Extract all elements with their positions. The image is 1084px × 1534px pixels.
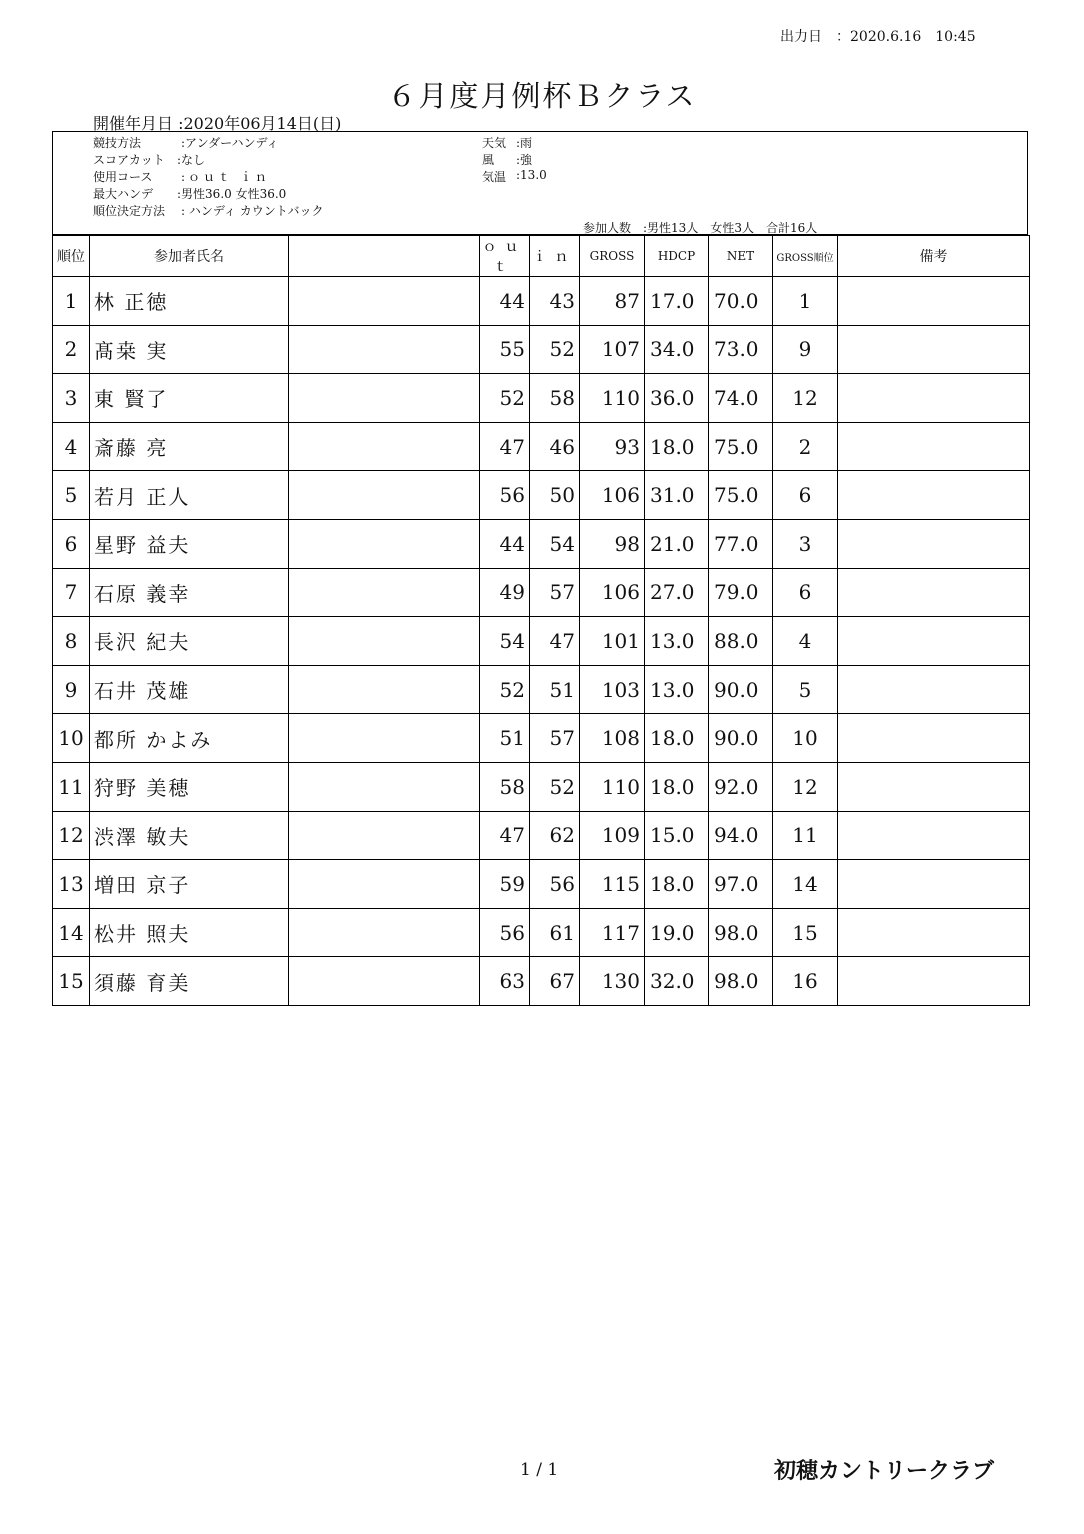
cell-rank: 7 xyxy=(53,568,90,617)
cell-in: 46 xyxy=(530,422,580,471)
cell-rank: 2 xyxy=(53,325,90,374)
cell-rank: 6 xyxy=(53,519,90,568)
condition-max-handicap xyxy=(93,185,287,202)
cell-gross: 106 xyxy=(580,471,645,520)
cell-name: 石井 茂雄 xyxy=(90,665,289,714)
condition-value: : ハンディ カウントバック xyxy=(181,204,324,218)
cell-blank xyxy=(289,908,480,957)
cell-in: 57 xyxy=(530,568,580,617)
condition-label: 順位決定方法 xyxy=(93,204,166,218)
condition-value: :ｏｕｔ ｉｎ xyxy=(181,170,270,184)
cell-remarks xyxy=(838,471,1030,520)
weather-value: :雨 xyxy=(516,136,533,150)
cell-remarks xyxy=(838,714,1030,763)
cell-hdcp: 18.0 xyxy=(645,422,709,471)
cell-hdcp: 31.0 xyxy=(645,471,709,520)
weather-condition xyxy=(482,134,533,151)
header-gross: GROSS xyxy=(580,236,645,277)
cell-remarks xyxy=(838,908,1030,957)
cell-name: 須藤 育美 xyxy=(90,957,289,1006)
weather-wind xyxy=(482,151,533,168)
weather-value: :13.0 xyxy=(516,168,547,182)
cell-hdcp: 32.0 xyxy=(645,957,709,1006)
cell-remarks xyxy=(838,957,1030,1006)
cell-gross: 115 xyxy=(580,860,645,909)
cell-blank xyxy=(289,811,480,860)
condition-label: 競技方法 xyxy=(93,136,142,150)
cell-out: 44 xyxy=(480,277,530,326)
table-row xyxy=(53,860,1030,909)
condition-label: スコアカット xyxy=(93,153,165,167)
header-net: NET xyxy=(709,236,773,277)
cell-remarks xyxy=(838,617,1030,666)
cell-remarks xyxy=(838,762,1030,811)
cell-in: 47 xyxy=(530,617,580,666)
cell-rank: 9 xyxy=(53,665,90,714)
cell-in: 52 xyxy=(530,762,580,811)
cell-remarks xyxy=(838,568,1030,617)
cell-net: 90.0 xyxy=(709,714,773,763)
table-row xyxy=(53,471,1030,520)
cell-hdcp: 34.0 xyxy=(645,325,709,374)
cell-hdcp: 36.0 xyxy=(645,374,709,423)
cell-net: 90.0 xyxy=(709,665,773,714)
cell-out: 49 xyxy=(480,568,530,617)
cell-blank xyxy=(289,665,480,714)
cell-gross: 101 xyxy=(580,617,645,666)
weather-label: 気温 xyxy=(482,170,507,184)
cell-in: 57 xyxy=(530,714,580,763)
table-row xyxy=(53,714,1030,763)
cell-remarks xyxy=(838,860,1030,909)
cell-remarks xyxy=(838,811,1030,860)
weather-label: 風 xyxy=(482,153,495,167)
cell-rank: 13 xyxy=(53,860,90,909)
cell-name: 渋澤 敏夫 xyxy=(90,811,289,860)
cell-hdcp: 18.0 xyxy=(645,762,709,811)
table-row xyxy=(53,957,1030,1006)
cell-hdcp: 27.0 xyxy=(645,568,709,617)
cell-net: 98.0 xyxy=(709,908,773,957)
cell-gross: 93 xyxy=(580,422,645,471)
cell-hdcp: 15.0 xyxy=(645,811,709,860)
cell-gross: 108 xyxy=(580,714,645,763)
cell-name: 星野 益夫 xyxy=(90,519,289,568)
cell-gross-rank: 11 xyxy=(773,811,838,860)
cell-in: 61 xyxy=(530,908,580,957)
cell-remarks xyxy=(838,665,1030,714)
cell-gross-rank: 5 xyxy=(773,665,838,714)
cell-gross-rank: 15 xyxy=(773,908,838,957)
header-in: ｉｎ xyxy=(530,236,580,277)
cell-net: 70.0 xyxy=(709,277,773,326)
weather-label: 天気 xyxy=(482,136,507,150)
cell-net: 77.0 xyxy=(709,519,773,568)
condition-value: :なし xyxy=(177,153,206,167)
cell-gross: 110 xyxy=(580,374,645,423)
header-gross-rank: GROSS順位 xyxy=(773,236,838,277)
cell-blank xyxy=(289,617,480,666)
cell-remarks xyxy=(838,519,1030,568)
cell-hdcp: 18.0 xyxy=(645,860,709,909)
cell-blank xyxy=(289,277,480,326)
cell-net: 74.0 xyxy=(709,374,773,423)
cell-rank: 14 xyxy=(53,908,90,957)
output-date: 出力日 ：2020.6.16 10:45 xyxy=(780,29,976,45)
cell-in: 56 xyxy=(530,860,580,909)
results-table xyxy=(52,235,1030,1006)
cell-in: 58 xyxy=(530,374,580,423)
cell-name: 増田 京子 xyxy=(90,860,289,909)
cell-gross-rank: 3 xyxy=(773,519,838,568)
cell-gross: 130 xyxy=(580,957,645,1006)
cell-blank xyxy=(289,325,480,374)
table-row xyxy=(53,908,1030,957)
table-row xyxy=(53,519,1030,568)
table-row xyxy=(53,617,1030,666)
table-row xyxy=(53,665,1030,714)
cell-in: 50 xyxy=(530,471,580,520)
cell-name: 東 賢了 xyxy=(90,374,289,423)
header-rank: 順位 xyxy=(53,236,90,277)
cell-remarks xyxy=(838,422,1030,471)
cell-out: 59 xyxy=(480,860,530,909)
cell-hdcp: 19.0 xyxy=(645,908,709,957)
cell-gross: 98 xyxy=(580,519,645,568)
cell-gross-rank: 4 xyxy=(773,617,838,666)
cell-name: 長沢 紀夫 xyxy=(90,617,289,666)
table-row xyxy=(53,277,1030,326)
cell-hdcp: 21.0 xyxy=(645,519,709,568)
cell-name: 斎藤 亮 xyxy=(90,422,289,471)
cell-in: 52 xyxy=(530,325,580,374)
cell-gross: 106 xyxy=(580,568,645,617)
cell-out: 52 xyxy=(480,374,530,423)
cell-rank: 15 xyxy=(53,957,90,1006)
cell-hdcp: 18.0 xyxy=(645,714,709,763)
header-hdcp: HDCP xyxy=(645,236,709,277)
cell-gross: 109 xyxy=(580,811,645,860)
cell-net: 98.0 xyxy=(709,957,773,1006)
cell-gross-rank: 12 xyxy=(773,762,838,811)
cell-net: 88.0 xyxy=(709,617,773,666)
page-number: 1 / 1 xyxy=(520,1460,559,1480)
cell-blank xyxy=(289,471,480,520)
cell-name: 石原 義幸 xyxy=(90,568,289,617)
cell-gross-rank: 12 xyxy=(773,374,838,423)
cell-in: 51 xyxy=(530,665,580,714)
cell-net: 75.0 xyxy=(709,422,773,471)
cell-name: 狩野 美穂 xyxy=(90,762,289,811)
cell-out: 56 xyxy=(480,908,530,957)
event-date: 開催年月日 :2020年06月14日(日) xyxy=(93,114,342,133)
table-row xyxy=(53,762,1030,811)
cell-rank: 11 xyxy=(53,762,90,811)
cell-gross: 117 xyxy=(580,908,645,957)
cell-gross-rank: 14 xyxy=(773,860,838,909)
header-name: 参加者氏名 xyxy=(90,236,289,277)
cell-hdcp: 13.0 xyxy=(645,617,709,666)
cell-out: 47 xyxy=(480,422,530,471)
cell-remarks xyxy=(838,374,1030,423)
cell-gross: 103 xyxy=(580,665,645,714)
cell-in: 43 xyxy=(530,277,580,326)
cell-blank xyxy=(289,374,480,423)
table-row xyxy=(53,568,1030,617)
cell-gross-rank: 6 xyxy=(773,568,838,617)
cell-blank xyxy=(289,860,480,909)
condition-value: :男性36.0 女性36.0 xyxy=(177,187,287,201)
table-header-row xyxy=(53,236,1030,277)
cell-name: 松井 照夫 xyxy=(90,908,289,957)
cell-out: 44 xyxy=(480,519,530,568)
condition-ranking-method xyxy=(93,202,324,219)
club-logo: 初穂カントリークラブ xyxy=(774,1459,995,1484)
cell-out: 63 xyxy=(480,957,530,1006)
header-blank xyxy=(289,236,480,277)
cell-rank: 8 xyxy=(53,617,90,666)
condition-score-cut xyxy=(93,151,206,168)
cell-out: 54 xyxy=(480,617,530,666)
cell-hdcp: 13.0 xyxy=(645,665,709,714)
cell-rank: 12 xyxy=(53,811,90,860)
cell-net: 75.0 xyxy=(709,471,773,520)
cell-out: 58 xyxy=(480,762,530,811)
table-row xyxy=(53,422,1030,471)
condition-label: 使用コース xyxy=(93,170,153,184)
cell-gross: 110 xyxy=(580,762,645,811)
table-row xyxy=(53,374,1030,423)
cell-rank: 4 xyxy=(53,422,90,471)
condition-label: 最大ハンデ xyxy=(93,187,154,201)
cell-rank: 1 xyxy=(53,277,90,326)
cell-name: 髙桒 実 xyxy=(90,325,289,374)
cell-out: 52 xyxy=(480,665,530,714)
cell-gross-rank: 10 xyxy=(773,714,838,763)
header-out: ｏｕｔ xyxy=(480,236,530,277)
cell-name: 都所 かよみ xyxy=(90,714,289,763)
cell-gross: 87 xyxy=(580,277,645,326)
weather-temperature xyxy=(482,168,547,185)
cell-out: 51 xyxy=(480,714,530,763)
page-title: ６月度月例杯Ｂクラス xyxy=(387,79,697,113)
cell-net: 97.0 xyxy=(709,860,773,909)
condition-value: :アンダーハンディ xyxy=(181,136,279,150)
cell-blank xyxy=(289,568,480,617)
cell-rank: 5 xyxy=(53,471,90,520)
cell-name: 林 正徳 xyxy=(90,277,289,326)
cell-in: 54 xyxy=(530,519,580,568)
cell-hdcp: 17.0 xyxy=(645,277,709,326)
cell-blank xyxy=(289,957,480,1006)
cell-gross-rank: 16 xyxy=(773,957,838,1006)
cell-net: 73.0 xyxy=(709,325,773,374)
cell-gross-rank: 1 xyxy=(773,277,838,326)
cell-remarks xyxy=(838,325,1030,374)
cell-name: 若月 正人 xyxy=(90,471,289,520)
cell-blank xyxy=(289,422,480,471)
cell-remarks xyxy=(838,277,1030,326)
cell-rank: 10 xyxy=(53,714,90,763)
cell-net: 94.0 xyxy=(709,811,773,860)
cell-gross: 107 xyxy=(580,325,645,374)
cell-net: 92.0 xyxy=(709,762,773,811)
cell-out: 47 xyxy=(480,811,530,860)
cell-blank xyxy=(289,762,480,811)
cell-gross-rank: 2 xyxy=(773,422,838,471)
cell-in: 62 xyxy=(530,811,580,860)
header-remarks: 備考 xyxy=(838,236,1030,277)
cell-out: 55 xyxy=(480,325,530,374)
table-row xyxy=(53,325,1030,374)
participants-summary: 参加人数 :男性13人 女性3人 合計16人 xyxy=(583,221,818,235)
cell-gross-rank: 9 xyxy=(773,325,838,374)
cell-gross-rank: 6 xyxy=(773,471,838,520)
cell-rank: 3 xyxy=(53,374,90,423)
table-row xyxy=(53,811,1030,860)
cell-net: 79.0 xyxy=(709,568,773,617)
cell-in: 67 xyxy=(530,957,580,1006)
weather-value: :強 xyxy=(516,153,533,167)
condition-course xyxy=(93,168,270,185)
cell-blank xyxy=(289,519,480,568)
competition-info-box xyxy=(52,131,1028,235)
condition-method xyxy=(93,134,279,151)
cell-out: 56 xyxy=(480,471,530,520)
cell-blank xyxy=(289,714,480,763)
